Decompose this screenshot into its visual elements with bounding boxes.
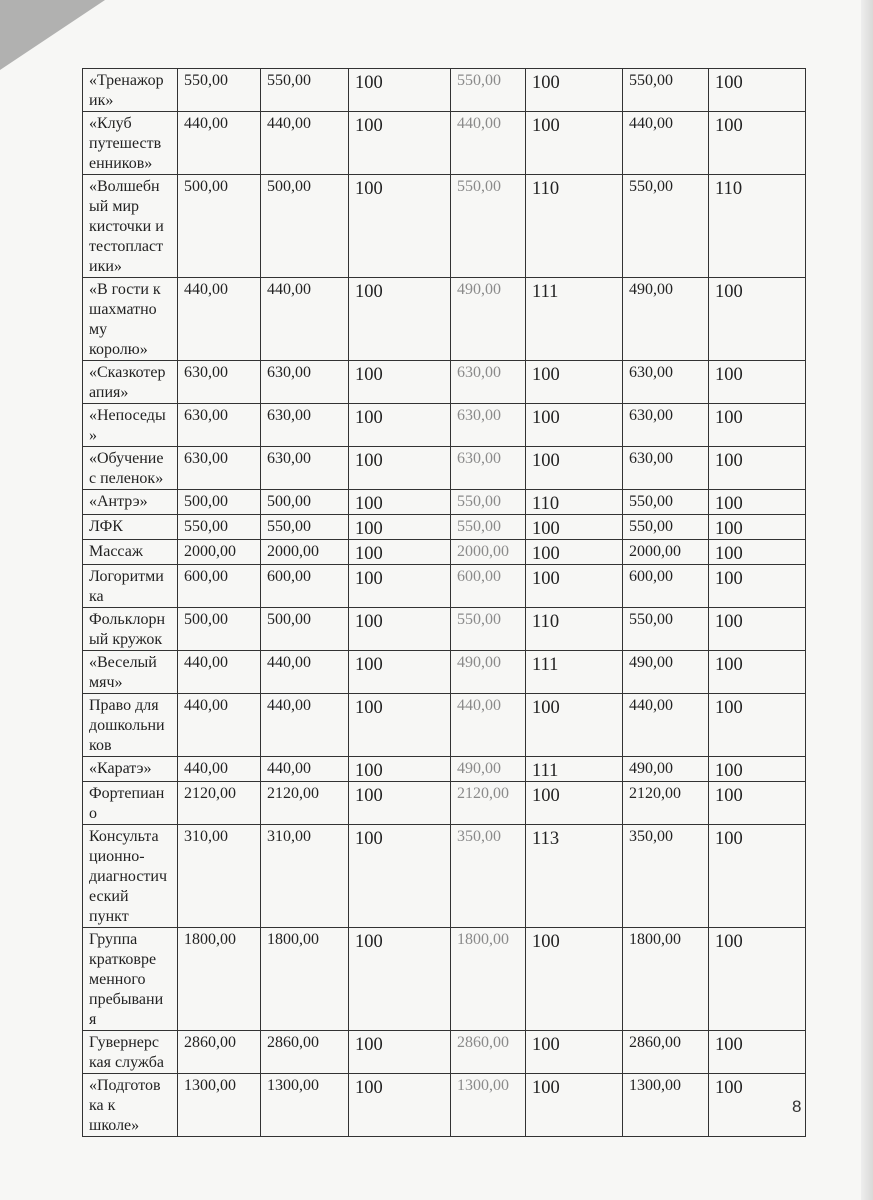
price-cell: 630,00 xyxy=(261,361,349,404)
price-cell: 1300,00 xyxy=(623,1074,709,1137)
percent-cell: 100 xyxy=(709,1031,806,1074)
service-name: «Сказкотер апия» xyxy=(83,361,178,404)
service-name: «Волшебн ый мир кисточки и тестопласт ики» xyxy=(83,175,178,278)
price-cell: 2000,00 xyxy=(451,540,526,565)
price-cell: 310,00 xyxy=(261,825,349,928)
price-cell: 630,00 xyxy=(623,447,709,490)
price-cell: 550,00 xyxy=(451,175,526,278)
price-cell: 550,00 xyxy=(178,515,261,540)
price-cell: 2120,00 xyxy=(623,782,709,825)
table-row xyxy=(83,928,806,1031)
price-cell: 630,00 xyxy=(178,447,261,490)
price-cell: 550,00 xyxy=(623,608,709,651)
price-cell: 490,00 xyxy=(623,278,709,361)
table-row xyxy=(83,1031,806,1074)
percent-cell: 100 xyxy=(709,565,806,608)
percent-cell: 100 xyxy=(349,1031,451,1074)
price-cell: 630,00 xyxy=(451,361,526,404)
price-cell: 550,00 xyxy=(261,69,349,112)
percent-cell: 100 xyxy=(349,694,451,757)
price-cell: 440,00 xyxy=(178,278,261,361)
service-name: «Антрэ» xyxy=(83,490,178,515)
service-name: «Непоседы » xyxy=(83,404,178,447)
percent-cell: 100 xyxy=(526,565,623,608)
percent-cell: 110 xyxy=(526,490,623,515)
price-cell: 600,00 xyxy=(178,565,261,608)
price-cell: 500,00 xyxy=(261,490,349,515)
price-cell: 350,00 xyxy=(451,825,526,928)
percent-cell: 100 xyxy=(709,757,806,782)
price-cell: 630,00 xyxy=(623,361,709,404)
table-row xyxy=(83,608,806,651)
percent-cell: 100 xyxy=(526,515,623,540)
price-cell: 440,00 xyxy=(178,112,261,175)
price-cell: 630,00 xyxy=(178,361,261,404)
service-name: «Подготов ка к школе» xyxy=(83,1074,178,1137)
service-name: Массаж xyxy=(83,540,178,565)
price-cell: 550,00 xyxy=(261,515,349,540)
percent-cell: 100 xyxy=(349,490,451,515)
price-cell: 500,00 xyxy=(261,608,349,651)
price-cell: 2860,00 xyxy=(261,1031,349,1074)
percent-cell: 100 xyxy=(709,69,806,112)
price-cell: 550,00 xyxy=(178,69,261,112)
price-cell: 2120,00 xyxy=(178,782,261,825)
table-row xyxy=(83,490,806,515)
price-cell: 1300,00 xyxy=(451,1074,526,1137)
percent-cell: 113 xyxy=(526,825,623,928)
price-cell: 500,00 xyxy=(178,608,261,651)
price-cell: 1300,00 xyxy=(261,1074,349,1137)
price-cell: 1800,00 xyxy=(451,928,526,1031)
percent-cell: 100 xyxy=(709,608,806,651)
service-name: Фортепиан о xyxy=(83,782,178,825)
price-cell: 600,00 xyxy=(261,565,349,608)
table-row xyxy=(83,69,806,112)
table-row xyxy=(83,757,806,782)
percent-cell: 100 xyxy=(349,112,451,175)
percent-cell: 111 xyxy=(526,757,623,782)
percent-cell: 100 xyxy=(526,1031,623,1074)
price-cell: 490,00 xyxy=(623,651,709,694)
percent-cell: 100 xyxy=(709,404,806,447)
price-cell: 1800,00 xyxy=(261,928,349,1031)
percent-cell: 100 xyxy=(526,404,623,447)
percent-cell: 110 xyxy=(526,175,623,278)
service-name: «Каратэ» xyxy=(83,757,178,782)
price-table xyxy=(82,68,806,1137)
table-row xyxy=(83,540,806,565)
table-row xyxy=(83,565,806,608)
price-cell: 500,00 xyxy=(261,175,349,278)
percent-cell: 100 xyxy=(349,928,451,1031)
price-cell: 440,00 xyxy=(451,694,526,757)
table-body xyxy=(83,69,806,1137)
percent-cell: 110 xyxy=(526,608,623,651)
scan-page-edge xyxy=(861,0,873,1200)
price-cell: 550,00 xyxy=(623,69,709,112)
table-row xyxy=(83,361,806,404)
percent-cell: 111 xyxy=(526,278,623,361)
price-cell: 2860,00 xyxy=(623,1031,709,1074)
price-cell: 630,00 xyxy=(451,404,526,447)
percent-cell: 100 xyxy=(709,651,806,694)
percent-cell: 100 xyxy=(349,825,451,928)
table-row xyxy=(83,447,806,490)
table-row xyxy=(83,1074,806,1137)
percent-cell: 110 xyxy=(709,175,806,278)
price-cell: 2000,00 xyxy=(178,540,261,565)
percent-cell: 100 xyxy=(526,782,623,825)
price-cell: 630,00 xyxy=(178,404,261,447)
price-cell: 550,00 xyxy=(623,515,709,540)
price-cell: 440,00 xyxy=(623,112,709,175)
service-name: «Клуб путешеств енников» xyxy=(83,112,178,175)
percent-cell: 100 xyxy=(709,1074,806,1137)
service-name: Логоритми ка xyxy=(83,565,178,608)
table-row xyxy=(83,651,806,694)
price-cell: 440,00 xyxy=(178,757,261,782)
price-cell: 550,00 xyxy=(451,515,526,540)
service-name: ЛФК xyxy=(83,515,178,540)
price-cell: 500,00 xyxy=(178,175,261,278)
price-cell: 600,00 xyxy=(451,565,526,608)
price-cell: 550,00 xyxy=(623,490,709,515)
price-cell: 630,00 xyxy=(261,447,349,490)
percent-cell: 100 xyxy=(709,112,806,175)
percent-cell: 100 xyxy=(349,1074,451,1137)
percent-cell: 100 xyxy=(709,540,806,565)
percent-cell: 100 xyxy=(349,447,451,490)
price-cell: 630,00 xyxy=(623,404,709,447)
percent-cell: 100 xyxy=(526,447,623,490)
service-name: Фольклорн ый кружок xyxy=(83,608,178,651)
service-name: «В гости к шахматно му королю» xyxy=(83,278,178,361)
percent-cell: 100 xyxy=(526,112,623,175)
service-name: Консульта ционно- диагностич еский пункт xyxy=(83,825,178,928)
table-row xyxy=(83,694,806,757)
table-row xyxy=(83,278,806,361)
price-cell: 490,00 xyxy=(623,757,709,782)
price-cell: 550,00 xyxy=(451,69,526,112)
price-cell: 550,00 xyxy=(451,608,526,651)
price-cell: 2120,00 xyxy=(261,782,349,825)
price-cell: 440,00 xyxy=(261,278,349,361)
price-cell: 440,00 xyxy=(623,694,709,757)
price-cell: 2860,00 xyxy=(178,1031,261,1074)
service-name: «Веселый мяч» xyxy=(83,651,178,694)
service-name: «Обучение с пеленок» xyxy=(83,447,178,490)
price-cell: 490,00 xyxy=(451,278,526,361)
percent-cell: 100 xyxy=(709,928,806,1031)
table-row xyxy=(83,404,806,447)
table-row xyxy=(83,782,806,825)
percent-cell: 100 xyxy=(709,825,806,928)
price-cell: 490,00 xyxy=(451,757,526,782)
percent-cell: 100 xyxy=(349,404,451,447)
percent-cell: 100 xyxy=(526,928,623,1031)
percent-cell: 100 xyxy=(526,361,623,404)
percent-cell: 100 xyxy=(349,278,451,361)
price-cell: 550,00 xyxy=(623,175,709,278)
price-cell: 2120,00 xyxy=(451,782,526,825)
percent-cell: 100 xyxy=(349,651,451,694)
price-cell: 440,00 xyxy=(451,112,526,175)
service-name: «Тренажор ик» xyxy=(83,69,178,112)
percent-cell: 100 xyxy=(349,608,451,651)
percent-cell: 100 xyxy=(709,782,806,825)
percent-cell: 100 xyxy=(709,694,806,757)
percent-cell: 100 xyxy=(709,278,806,361)
percent-cell: 100 xyxy=(526,69,623,112)
price-cell: 1800,00 xyxy=(623,928,709,1031)
percent-cell: 100 xyxy=(526,1074,623,1137)
price-cell: 440,00 xyxy=(261,651,349,694)
price-cell: 440,00 xyxy=(178,651,261,694)
price-cell: 2000,00 xyxy=(623,540,709,565)
percent-cell: 100 xyxy=(709,515,806,540)
service-name: Группа кратковре менного пребывани я xyxy=(83,928,178,1031)
scan-folded-corner xyxy=(0,0,105,70)
percent-cell: 100 xyxy=(709,361,806,404)
price-cell: 630,00 xyxy=(451,447,526,490)
percent-cell: 100 xyxy=(526,540,623,565)
price-cell: 350,00 xyxy=(623,825,709,928)
percent-cell: 100 xyxy=(526,694,623,757)
table-row xyxy=(83,515,806,540)
price-cell: 440,00 xyxy=(261,112,349,175)
page-number: 8 xyxy=(792,1097,802,1116)
price-cell: 500,00 xyxy=(178,490,261,515)
service-name: Гувернерс кая служба xyxy=(83,1031,178,1074)
price-cell: 600,00 xyxy=(623,565,709,608)
table-row xyxy=(83,175,806,278)
percent-cell: 111 xyxy=(526,651,623,694)
percent-cell: 100 xyxy=(349,540,451,565)
price-cell: 440,00 xyxy=(261,694,349,757)
price-cell: 440,00 xyxy=(178,694,261,757)
table-row xyxy=(83,112,806,175)
percent-cell: 100 xyxy=(349,565,451,608)
price-cell: 2860,00 xyxy=(451,1031,526,1074)
price-cell: 550,00 xyxy=(451,490,526,515)
table-row xyxy=(83,825,806,928)
percent-cell: 100 xyxy=(349,757,451,782)
percent-cell: 100 xyxy=(349,515,451,540)
price-cell: 440,00 xyxy=(261,757,349,782)
percent-cell: 100 xyxy=(709,490,806,515)
percent-cell: 100 xyxy=(709,447,806,490)
percent-cell: 100 xyxy=(349,361,451,404)
price-cell: 1300,00 xyxy=(178,1074,261,1137)
price-cell: 490,00 xyxy=(451,651,526,694)
price-cell: 310,00 xyxy=(178,825,261,928)
service-name: Право для дошкольни ков xyxy=(83,694,178,757)
percent-cell: 100 xyxy=(349,175,451,278)
price-cell: 630,00 xyxy=(261,404,349,447)
percent-cell: 100 xyxy=(349,69,451,112)
percent-cell: 100 xyxy=(349,782,451,825)
price-cell: 2000,00 xyxy=(261,540,349,565)
price-cell: 1800,00 xyxy=(178,928,261,1031)
